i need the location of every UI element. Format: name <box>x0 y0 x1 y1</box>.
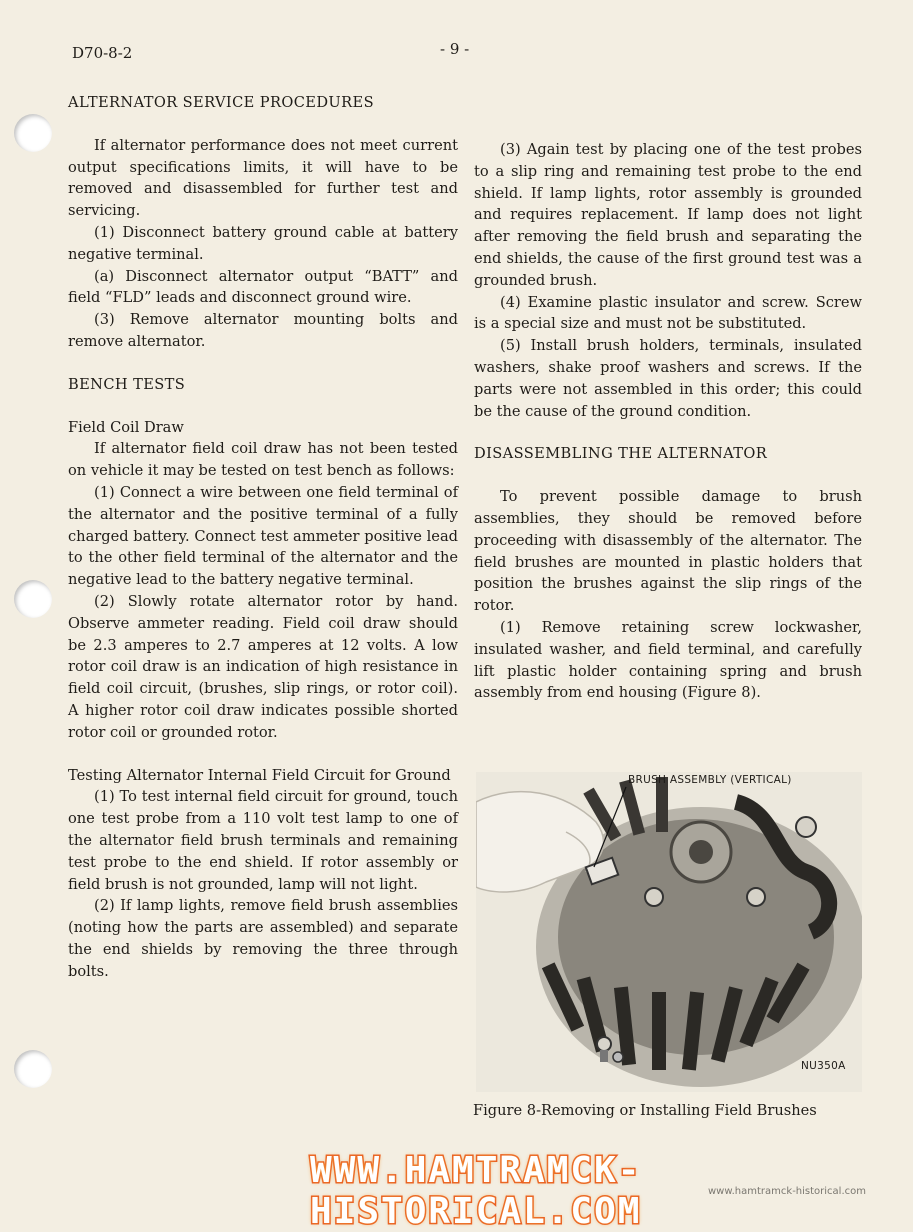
paragraph: To prevent possible damage to brush assemblies, they should be removed before proceeding with disassembly of the alternator. The field brushes are mounted in plastic holders that position the brushes against the slip rings of the rotor. <box>474 488 862 615</box>
paragraph: (1) To test internal field circuit for ground, touch one test probe from a 110 volt test lamp to one of the alternator field brush terminals and remaining test probe to the end shield. If rotor assembly or field brush is not grounded, lamp will not light. <box>68 788 458 893</box>
document-code: D70-8-2 <box>72 44 133 62</box>
figure-code: NU350A <box>801 1060 846 1072</box>
right-column <box>474 139 862 704</box>
watermark-url: www.hamtramck-historical.com <box>708 1186 866 1197</box>
section-title-service: ALTERNATOR SERVICE PROCEDURES <box>68 94 374 111</box>
paragraph: If alternator field coil draw has not been tested on vehicle it may be tested on test bench as follows: <box>68 440 458 480</box>
binder-hole <box>14 114 52 152</box>
page-number: - 9 - <box>440 40 470 58</box>
alternator-illustration <box>476 772 862 1092</box>
paragraph: (1) Connect a wire between one field terminal of the alternator and the positive terminal of a fully charged battery. Connect test ammeter positive lead to the other field terminal of the alternator and the negative lead to the battery negative terminal. <box>68 483 458 589</box>
paragraph: (1) Remove retaining screw lockwasher, insulated washer, and field terminal, and carefully lift plastic holder containing spring and brush assembly from end housing (Figure 8). <box>474 618 862 702</box>
subsection-title-field-coil: Field Coil Draw <box>68 418 184 436</box>
paragraph: (4) Examine plastic insulator and screw. Screw is a special size and must not be substituted. <box>474 293 862 333</box>
paragraph: (5) Install brush holders, terminals, insulated washers, shake proof washers and screws. If the parts were not assembled in this order; this could be the cause of the ground condition. <box>474 337 862 420</box>
section-title-bench: BENCH TESTS <box>68 375 186 393</box>
section-title-disassembling: DISASSEMBLING THE ALTERNATOR <box>474 445 768 463</box>
paragraph: If alternator performance does not meet current output specifications limits, it will have to be removed and disassembled for further test and servicing. <box>68 136 458 220</box>
paragraph: (3) Remove alternator mounting bolts and remove alternator. <box>68 311 458 350</box>
left-column <box>68 92 458 982</box>
figure-callout: BRUSH ASSEMBLY (VERTICAL) <box>628 774 792 786</box>
paragraph: (a) Disconnect alternator output “BATT” and field “FLD” leads and disconnect ground wire. <box>68 267 458 307</box>
paragraph: (2) Slowly rotate alternator rotor by hand. Observe ammeter reading. Field coil draw should be 2.3 amperes to 2.7 amperes at 12 volts. A low rotor coil draw is an indication of high resistance in field coil circuit, (brushes, slip rings, or rotor coil). A higher rotor coil draw indicates possible shorted rotor coil or grounded rotor. <box>68 592 458 741</box>
figure-8-photo <box>476 772 862 1092</box>
watermark-banner: WWW.HAMTRAMCK-HISTORICAL.COM <box>310 1150 642 1232</box>
paragraph: (2) If lamp lights, remove field brush assemblies (noting how the parts are assembled) and separate the end shields by removing the three through bolts. <box>68 897 458 980</box>
figure-caption: Figure 8-Removing or Installing Field Brushes <box>473 1102 817 1119</box>
paragraph: (3) Again test by placing one of the test probes to a slip ring and remaining test probe to the end shield. If lamp lights, rotor assembly is grounded and requires replacement. If lamp does not light after removing the field brush and separating the end shields, the cause of the first ground test was a grounded brush. <box>474 141 862 289</box>
paragraph: (1) Disconnect battery ground cable at battery negative terminal. <box>68 223 458 263</box>
binder-hole <box>14 580 52 618</box>
subsection-title-testing: Testing Alternator Internal Field Circuit for Ground <box>68 766 451 784</box>
binder-hole <box>14 1050 52 1088</box>
